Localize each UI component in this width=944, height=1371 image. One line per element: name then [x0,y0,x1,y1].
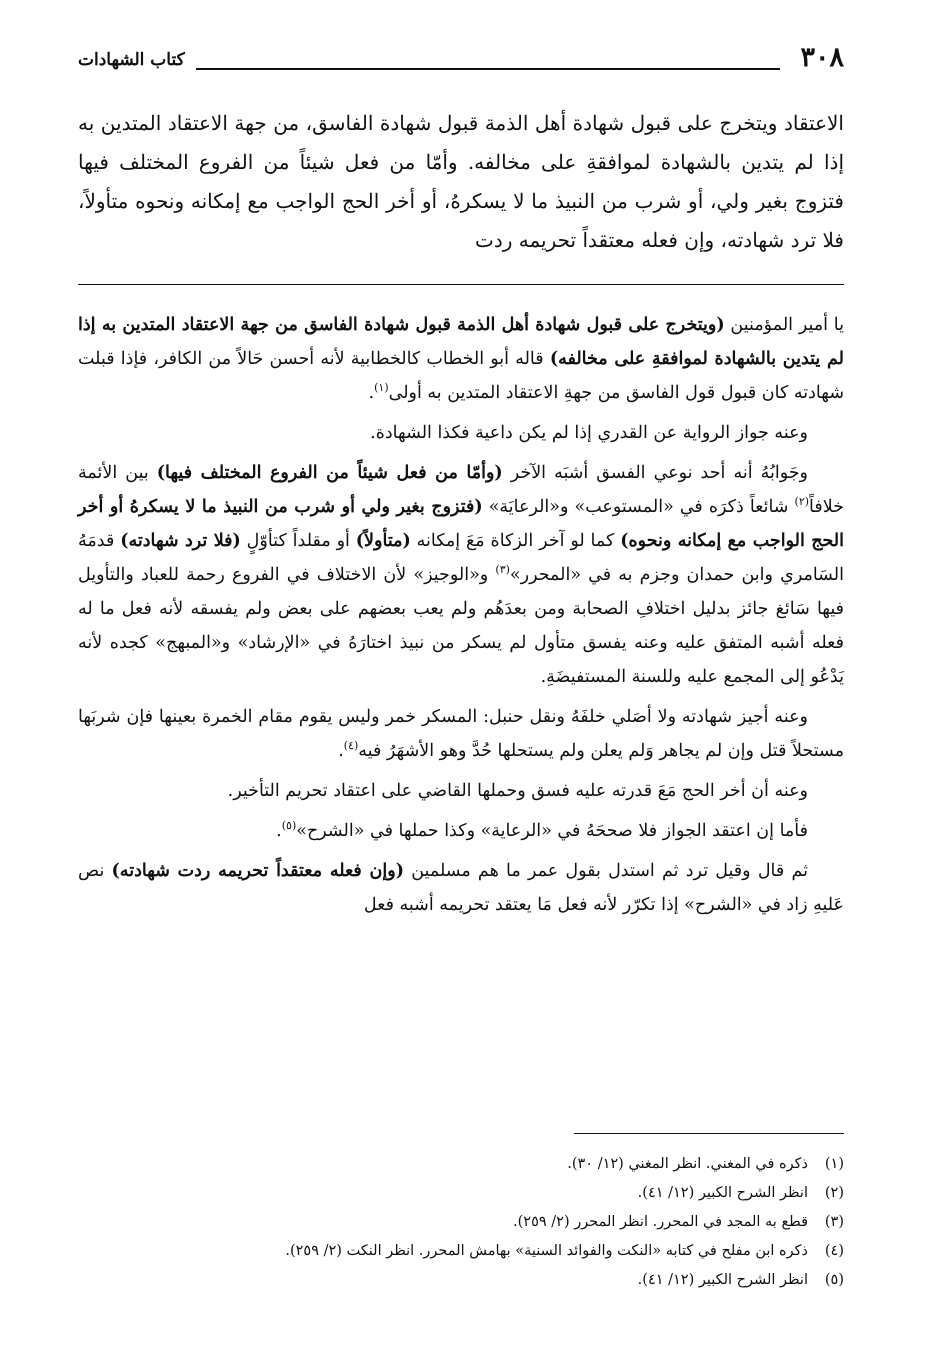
footnote-marker: (٢) [794,495,810,509]
footnote-text: ذكره ابن مفلح في كتابه «النكت والفوائد السنية» بهامش المحرر. انظر النكت (٢/ ٢٥٩). [285,1243,808,1259]
main-paragraph: الاعتقاد ويتخرج على قبول شهادة أهل الذمة قبول شهادة الفاسق، من جهة الاعتقاد المتدين به إذا لم يتدين بالشهادة لموافقةِ على مخالفه. وأمّا من فعل شيئاً من الفروع المختلف فيها فتزوج بغير ولي، أو شرب من النبيذ ما لا يسكرهُ، أو أخر الحج الواجب مع إمكانه ونحوه متأولاً، فلا ترد شهادته، وإن فعله معتقداً تحريمه ردت [78,111,844,252]
commentary-text: وعنه أن أخر الحج مَعَ قدرته عليه فسق وحملها القاضي على اعتقاد تحريم التأخير. [227,781,808,801]
footnote-text: انظر الشرح الكبير (١٢/ ٤١). [637,1272,808,1288]
main-text [78,104,844,260]
footnote-text: انظر الشرح الكبير (١٢/ ٤١). [637,1185,808,1201]
footnote-marker: (٣) [495,563,510,577]
commentary-text: . [338,741,344,761]
page-number: ٣٠٨ [800,42,844,73]
footnote-marker: (٤) [343,739,359,753]
commentary-text: نص عَليهِ زاد في «الشرح» إذا تكرّر لأنه فعل مَا يعتقد تحريمه أشبه فعل [78,861,844,915]
commentary-paragraph [78,416,844,450]
footnote-text: قطع به المجد في المحرر. انظر المحرر (٢/ ٢٥٩). [513,1214,808,1230]
footnote [78,1179,844,1208]
quoted-matn: (متأولاً) [355,531,411,551]
header-rule [196,68,780,70]
page-header [78,36,844,76]
commentary-text: شائعاً ذكرَه في «المستوعب» و«الرعايَة» [482,497,795,517]
text-commentary-separator [78,284,844,285]
commentary-text: قاله أبو الخطاب كالخطابية لأنه أحسن حَالاً من الكافر، فإذا قبلت شهادته كان قبول قول الفاسق من جهةِ الاعتقاد المتدين به أولى [78,349,844,403]
footnote [78,1208,844,1237]
footnote-number: (٤) [824,1243,844,1259]
commentary-text: وعنه جواز الرواية عن القدري إذا لم يكن داعية فكذا الشهادة. [370,423,808,443]
quoted-matn: (فتزوج بغير ولي أو شرب من النبيذ ما لا يسكرهُ أو أخر الحج الواجب مع إمكانه ونحوه) [78,497,844,551]
commentary-text: . [276,821,282,841]
commentary-text: . [368,383,375,403]
quoted-matn: (وأمّا من فعل شيئاً من الفروع المختلف فيها) [156,463,503,483]
commentary-text: فأما إن اعتقد الجواز فلا صححَهُ في «الرعاية» وكذا حملها في «الشرح» [296,821,808,841]
commentary-text: يا أمير المؤمنين [724,315,844,335]
commentary-text: بين الأئمة خلافاً [78,463,844,517]
book-title: كتاب الشهادات [78,50,185,70]
commentary-text: كما لو آخر الزكاة مَعَ إمكانه [410,531,621,551]
commentary-paragraph [78,814,844,848]
commentary-text: أو مقلداً كتأوّلٍ [240,531,356,551]
footnote-number: (١) [824,1156,844,1172]
commentary-text: ثم قال وقيل ترد ثم استدل بقول عمر ما هم مسلمين [404,861,808,881]
commentary-paragraph [78,456,844,694]
footnote-text: ذكره في المغني. انظر المغني (١٢/ ٣٠). [567,1156,808,1172]
commentary-paragraph [78,774,844,808]
commentary-text: قدمَهُ السَامري وابن حمدان وجزم به في «المحرر» [78,531,844,585]
footnote [78,1150,844,1179]
footnote [78,1266,844,1295]
footnote-number: (٣) [824,1214,844,1230]
quoted-matn: (فلا ترد شهادته) [120,531,241,551]
footnote-marker: (٥) [281,819,297,833]
commentary-text: وعنه أجيز شهادته ولا أصَلي خلفَهُ ونقل حنبل: المسكر خمر وليس يقوم مقام الخمرة بعينها فإن شربَها مستحلاً قتل وإن لم يجاهر وَلم يعلن ولم يستحلها حُدَّ وهو الأشهَرُ فيه [78,707,844,761]
footnote-rule [574,1133,844,1134]
commentary-text: وجَوابُهُ أنه أحد نوعي الفسق أشبَه الآخر [502,463,809,483]
commentary-paragraph [78,854,844,922]
footnote [78,1237,844,1266]
commentary-paragraph [78,700,844,768]
footnote-marker: (١) [374,381,389,395]
commentary [78,308,844,928]
footnotes [78,1150,844,1295]
footnote-number: (٢) [824,1185,844,1201]
commentary-text: و«الوجيز» لأن الاختلاف في الفروع رحمة للعباد والتأويل فيها سَائغ جائز بدليل اختلافِ الصحابة ومن بعدَهُم ولم يعب بعضهم على بعض ولم يفسقه لأنه فعل ما له فعله أشبه المتفق عليه وعنه يفسق متأول لم يسكر من نبيذ اختارَهُ في «الإرشاد» و«المبهج» كجده لأنه يَدْعُو إلى المجمع عليه وللسنة المستفيضَةِ. [78,565,844,687]
commentary-paragraph [78,308,844,410]
quoted-matn: (وإن فعله معتقداً تحريمه ردت شهادته) [111,861,404,881]
quoted-matn: (ويتخرج على قبول شهادة أهل الذمة قبول شهادة الفاسق من جهة الاعتقاد المتدين به إذا لم يتدين بالشهادة لموافقةِ على مخالفه) [78,315,844,369]
footnote-number: (٥) [824,1272,844,1288]
